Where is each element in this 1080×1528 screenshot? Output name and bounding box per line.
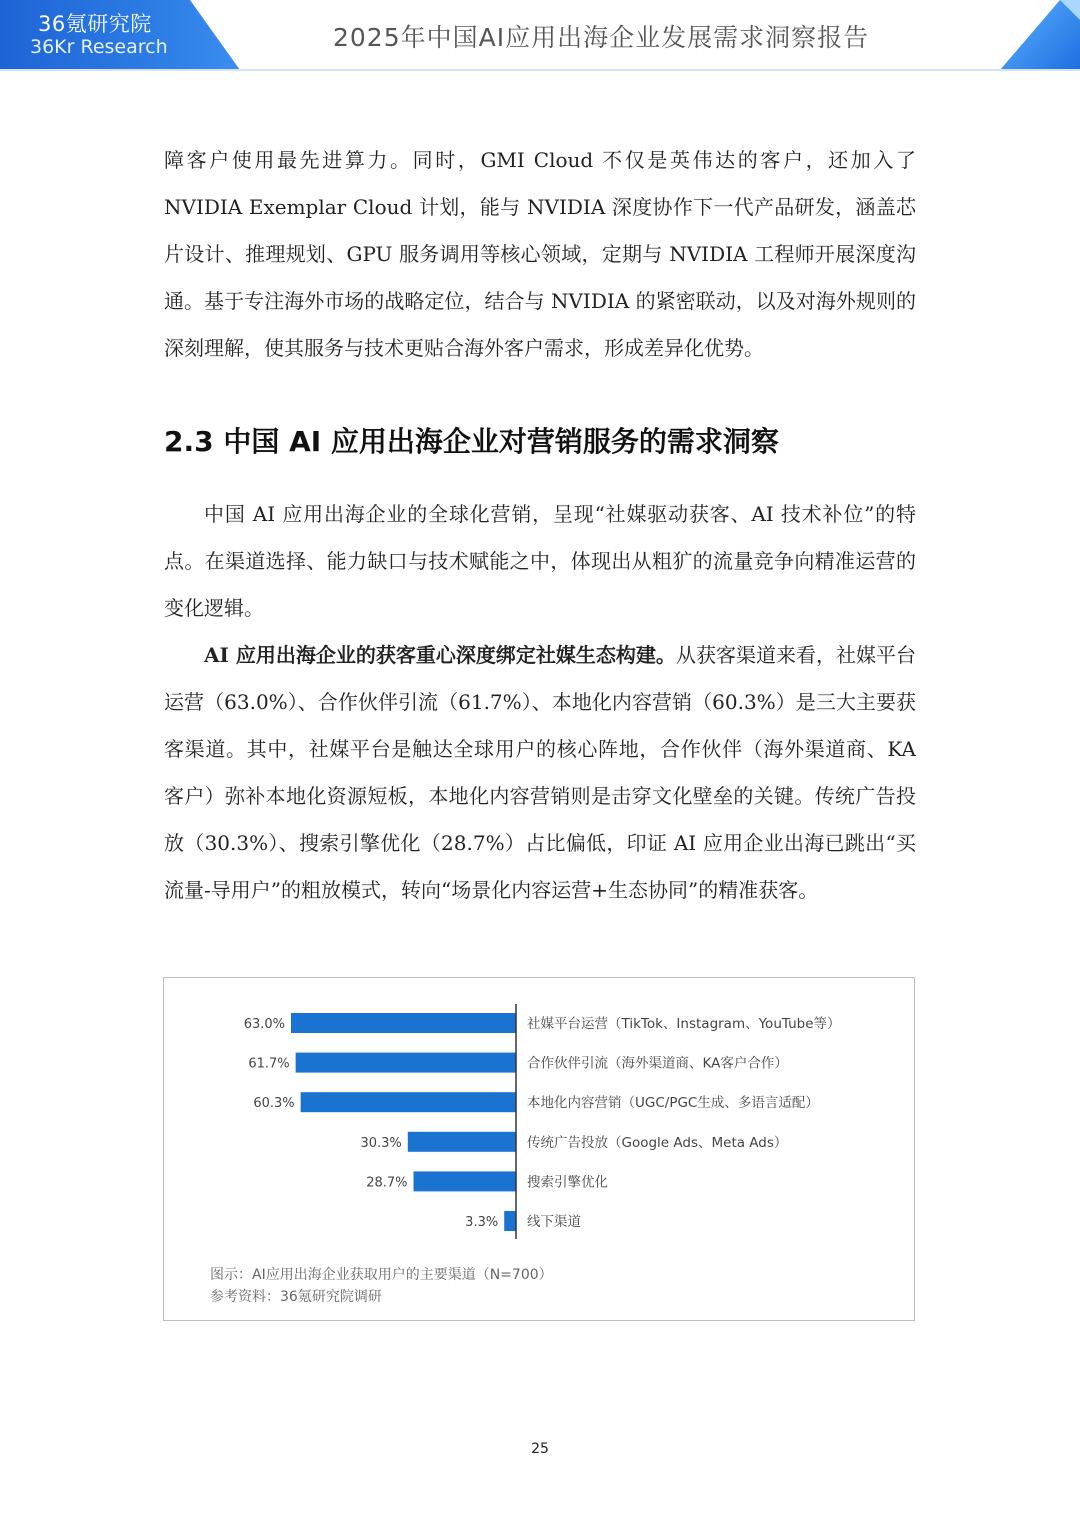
paragraph-body: 从获客渠道来看，社媒平台运营（63.0%）、合作伙伴引流（61.7%）、本地化内容营销（60.3%）是三大主要获客渠道。其中，社媒平台是触达全球用户的核心阵地，合作伙伴（海外渠道商、KA 客户）弥补本地化资源短板，本地化内容营销则是击穿文化壁垒的关键。传统广告投放（30.3%）、搜索引擎优化（28.7%）占比偏低，印证 AI 应用企业出海已跳出“买流量-导用户”的粗放模式，转向“场景化内容运营+生态协同”的精准获客。 xyxy=(164,643,917,902)
bar-6 xyxy=(504,1211,516,1231)
paragraph-marketing-intro: 中国 AI 应用出海企业的全球化营销，呈现“社媒驱动获客、AI 技术补位”的特点。在渠道选择、能力缺口与技术赋能之中，体现出从粗犷的流量竞争向精准运营的变化逻辑。 xyxy=(164,502,916,620)
value-label-1: 63.0% xyxy=(243,1017,285,1032)
paragraph-acquisition-channels xyxy=(164,632,916,914)
value-label-2: 61.7% xyxy=(248,1056,290,1072)
value-label-6: 3.3% xyxy=(465,1215,499,1230)
category-label-6: 线下渠道 xyxy=(527,1214,581,1230)
chart-caption: 图示：AI应用出海企业获取用户的主要渠道（N=700） xyxy=(210,1267,553,1283)
bar-4 xyxy=(408,1132,516,1152)
chart-container xyxy=(163,977,915,1321)
category-label-3: 本地化内容营销（UGC/PGC生成、多语言适配） xyxy=(527,1095,819,1112)
brand-name-cn: 36氪研究院 xyxy=(38,12,152,36)
report-title: 2025年中国AI应用出海企业发展需求洞察报告 xyxy=(333,23,870,52)
value-label-3: 60.3% xyxy=(253,1096,295,1112)
page-number: 25 xyxy=(531,1441,549,1457)
bar-2 xyxy=(296,1053,516,1073)
category-label-4: 传统广告投放（Google Ads、Meta Ads） xyxy=(527,1134,788,1151)
bar-5 xyxy=(414,1171,517,1191)
brand-name-en: 36Kr Research xyxy=(30,36,168,58)
corner-decoration xyxy=(1000,0,1080,70)
category-label-1: 社媒平台运营（TikTok、Instagram、YouTube等） xyxy=(527,1016,841,1032)
category-label-2: 合作伙伴引流（海外渠道商、KA客户合作） xyxy=(527,1055,788,1072)
page-header xyxy=(0,0,1080,72)
chart-source: 参考资料：36氪研究院调研 xyxy=(210,1289,382,1305)
header-divider xyxy=(0,69,1080,71)
category-label-5: 搜索引擎优化 xyxy=(527,1174,608,1191)
bar-3 xyxy=(301,1092,516,1112)
section-title: 2.3 中国 AI 应用出海企业对营销服务的需求洞察 xyxy=(164,425,779,458)
value-label-4: 30.3% xyxy=(360,1135,402,1151)
paragraph-lead-bold: AI 应用出海企业的获客重心深度绑定社媒生态构建。 xyxy=(204,643,676,667)
paragraph-gmi-cloud: 障客户使用最先进算力。同时，GMI Cloud 不仅是英伟达的客户，还加入了 NVIDIA Exemplar Cloud 计划，能与 NVIDIA 深度协作下一代产品研发，涵盖芯片设计、推理规划、GPU 服务调用等核心领域，定期与 NVIDIA 工程师开展深度沟通。基于专注海外市场的战略定位，结合与 NVIDIA 的紧密联动，以及对海外规则的深刻理解，使其服务与技术更贴合海外客户需求，形成差异化优势。 xyxy=(164,148,916,360)
value-label-5: 28.7% xyxy=(366,1175,408,1191)
bar-1 xyxy=(291,1013,516,1033)
